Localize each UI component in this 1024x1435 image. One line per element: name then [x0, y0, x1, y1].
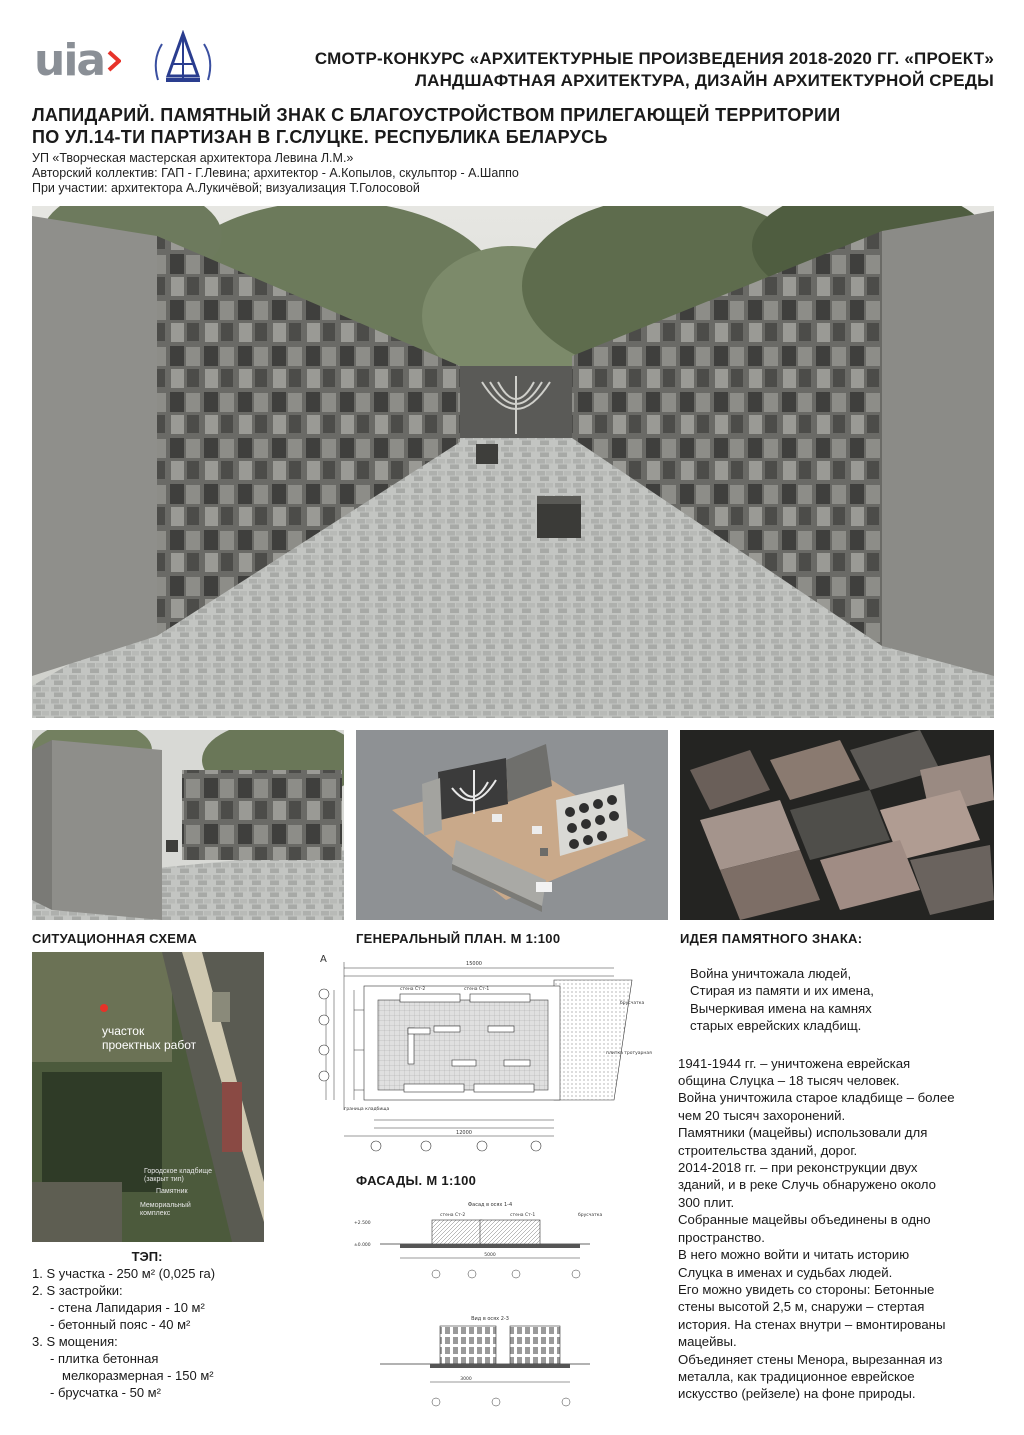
prose-line: Его можно увидеть со стороны: Бетонные [678, 1281, 935, 1297]
prose-line: 1941-1944 гг. – уничтожена еврейская [678, 1055, 911, 1071]
facade-label-cobble: брусчатка [578, 1213, 603, 1218]
plan-label-wall-1: стена Ст-1 [464, 987, 490, 992]
map-poi-cemetery-line-1: Городское кладбище [144, 1168, 213, 1175]
prose-line: Собранные мацейвы объединены в одно [678, 1212, 931, 1228]
facade-label-wall-1: стена Ст-1 [510, 1213, 536, 1218]
uia-logo-text: uia [34, 35, 105, 86]
prose-line: Война уничтожила старое кладбище – более [678, 1090, 955, 1106]
map-poi-memorial [140, 1202, 191, 1218]
prose-line: мацейвы. [678, 1334, 737, 1350]
contest-title [315, 48, 994, 92]
prose-line: строительства зданий, дорог. [678, 1142, 858, 1158]
prose-line: металла, как традиционное еврейское [678, 1368, 915, 1384]
prose-line: община Слуцка – 18 тысяч человек. [678, 1073, 900, 1089]
general-plan-caption: ГЕНЕРАЛЬНЫЙ ПЛАН. М 1:100 [356, 931, 561, 946]
project-title [32, 104, 840, 148]
bsa-emblem-icon [148, 30, 218, 90]
side-view-image [32, 730, 344, 920]
plan-axis-a: А [320, 954, 327, 965]
project-title-line-1: ЛАПИДАРИЙ. ПАМЯТНЫЙ ЗНАК С БЛАГОУСТРОЙСТВОМ ПРИЛЕГАЮЩЕЙ ТЕРРИТОРИИ [32, 105, 841, 125]
prose-line: зданий, и в реке Случь обнаружено около [678, 1177, 936, 1193]
facade-view-2: Вид в осях 2-3 [471, 1316, 509, 1322]
tep-line-1: 1. S участка - 250 м² (0,025 га) [32, 1266, 216, 1281]
facade-label-wall-2: стена Ст-2 [440, 1213, 466, 1218]
matzevot-photo-image [680, 730, 994, 920]
idea-text [678, 965, 998, 1403]
author-line-2: Авторский коллектив: ГАП - Г.Левина; архитектор - А.Копылов, скульптор - А.Шаппо [32, 166, 519, 180]
map-poi-cemetery [144, 1168, 212, 1184]
prose-line: Объединяет стены Менора, вырезанная из [678, 1351, 943, 1367]
project-title-line-2: ПО УЛ.14-ТИ ПАРТИЗАН В Г.СЛУЦКЕ. РЕСПУБЛИКА БЕЛАРУСЬ [32, 127, 608, 147]
facade-mark-zero: ±0.000 [354, 1243, 371, 1248]
prose-line: 300 плит. [678, 1194, 735, 1210]
idea-poem [678, 965, 998, 1035]
uia-logo [34, 35, 134, 86]
facade-dim-2: 3000 [460, 1377, 472, 1382]
main-visualization-image [32, 206, 994, 718]
prose-line: стены высотой 2,5 м, снаружи – стертая [678, 1299, 925, 1315]
prose-line: Слуцка в именах и судьбах людей. [678, 1264, 893, 1280]
idea-caption: ИДЕЯ ПАМЯТНОГО ЗНАКА: [680, 931, 863, 946]
plan-label-cobble: брусчатка [620, 1001, 645, 1006]
facade-mark-top: +2.500 [354, 1221, 371, 1226]
situation-caption: СИТУАЦИОННАЯ СХЕМА [32, 931, 198, 946]
facades-caption: ФАСАДЫ. М 1:100 [356, 1173, 477, 1188]
poem-line-1: Война уничтожала людей, [690, 966, 852, 981]
uia-arrow-icon [107, 50, 121, 72]
model-view-image [356, 730, 668, 920]
tep-block [32, 1248, 282, 1401]
idea-prose [678, 1055, 998, 1403]
map-site-label [102, 1024, 196, 1052]
tep-line-5: 3. S мощения: [32, 1334, 118, 1349]
tep-heading: ТЭП: [131, 1249, 163, 1264]
plan-label-tile: плитка тротуарная [606, 1051, 652, 1056]
contest-line-1: СМОТР-КОНКУРС «АРХИТЕКТУРНЫЕ ПРОИЗВЕДЕНИЯ 2018-2020 ГГ. «ПРОЕКТ» [314, 49, 994, 68]
map-poi-memorial-line-1: Мемориальный [140, 1202, 191, 1209]
map-poi-memorial-line-2: комплекс [140, 1210, 171, 1217]
poem-line-3: Вычеркивая имена на камнях [690, 1000, 872, 1016]
plan-label-wall-2: стена Ст-2 [400, 987, 426, 992]
general-plan-drawing [314, 950, 654, 1160]
tep-line-3: - стена Лапидария - 10 м² [50, 1300, 205, 1315]
prose-line: искусство (рейзеле) на фоне природы. [678, 1386, 916, 1402]
prose-line: чем 20 тысяч захоронений. [678, 1107, 846, 1123]
contest-line-2: ЛАНДШАФТНАЯ АРХИТЕКТУРА, ДИЗАЙН АРХИТЕКТУРНОЙ СРЕДЫ [414, 71, 994, 90]
map-poi-cemetery-line-2: (закрыт тип) [144, 1176, 184, 1183]
prose-line: пространство. [678, 1229, 765, 1245]
prose-line: Памятники (мацейвы) использовали для [678, 1125, 928, 1141]
tep-line-2: 2. S застройки: [32, 1283, 123, 1298]
plan-dim-total: 15000 [466, 961, 482, 967]
facade-view-1: Фасад в осях 1-4 [467, 1202, 513, 1208]
map-poi-monument: Памятник [156, 1188, 188, 1195]
tep-line-4: - бетонный пояс - 40 м² [50, 1317, 191, 1332]
project-authors [32, 151, 519, 196]
prose-line: 2014-2018 гг. – при реконструкции двух [678, 1160, 918, 1176]
prose-line: В него можно войти и читать историю [678, 1247, 910, 1263]
tep-line-8: - брусчатка - 50 м² [50, 1385, 161, 1400]
situation-map-image [32, 952, 264, 1242]
facades-drawing [340, 1196, 620, 1422]
poem-line-2: Стирая из памяти и их имена, [690, 983, 874, 999]
author-line-1: УП «Творческая мастерская архитектора Левина Л.М.» [32, 151, 354, 165]
poem-line-4: старых еврейских кладбищ. [690, 1018, 862, 1034]
prose-line: история. На стенах внутри – вмонтированы [678, 1316, 946, 1332]
author-line-3: При участии: архитектора А.Лукичёвой; визуализация Т.Голосовой [32, 181, 420, 195]
map-site-label-line-1: участок [102, 1024, 145, 1038]
facade-dim-1: 5000 [484, 1253, 496, 1258]
tep-line-7: мелкоразмерная - 150 м² [62, 1368, 214, 1383]
plan-label-border: граница кладбища [344, 1107, 390, 1112]
plan-dim-side: 12000 [456, 1130, 472, 1136]
map-site-label-line-2: проектных работ [102, 1038, 197, 1052]
tep-line-6: - плитка бетонная [50, 1351, 159, 1366]
